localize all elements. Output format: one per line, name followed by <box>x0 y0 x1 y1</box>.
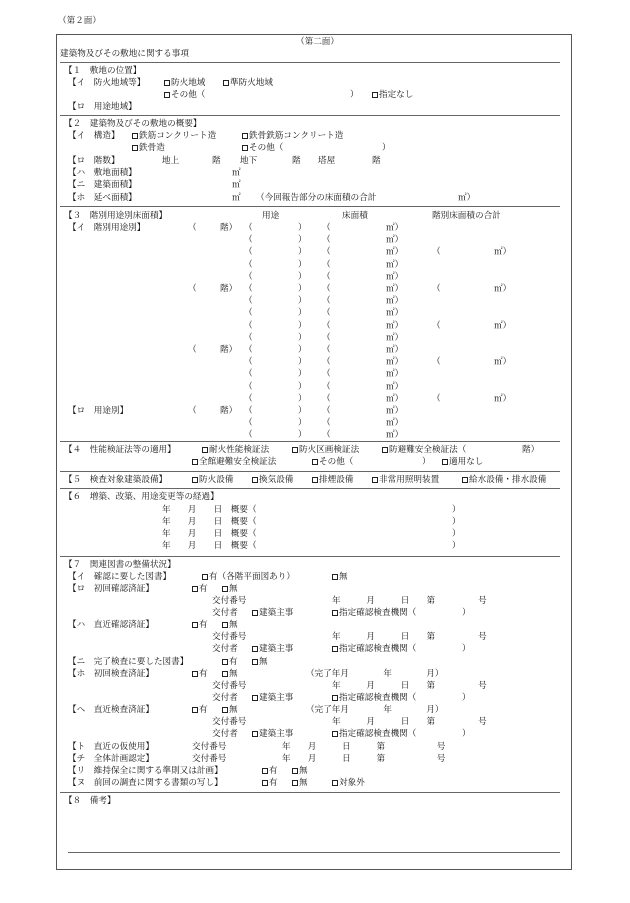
s7-issuer-label: 交付者 <box>212 729 238 739</box>
s3-area-unit: ㎡） <box>386 271 404 282</box>
checkbox[interactable] <box>222 622 228 628</box>
s7-completion-docs-label: 【ニ 完了検査に要した図書】 <box>68 657 189 667</box>
s7-previous-survey-label: 【ヌ 前回の調査に関する書類の写し】 <box>68 778 223 788</box>
checkbox[interactable] <box>192 586 198 592</box>
s1-other-close: ） <box>350 90 359 100</box>
s3-use-open: （ <box>244 393 253 404</box>
s3-area-open: （ <box>322 284 331 294</box>
s3-col-total: 階別床面積の合計 <box>432 211 501 221</box>
checkbox[interactable] <box>442 459 448 465</box>
s3-area-open: （ <box>322 223 331 233</box>
s3-floor-open: （ <box>188 223 197 233</box>
s3-use-open: （ <box>244 235 253 246</box>
s7-official-option[interactable]: 建築主事 <box>252 694 293 703</box>
s4-fire-compartment-option[interactable]: 防火区画検証法 <box>292 446 359 455</box>
s2-report-note-unit: ㎡） <box>458 193 476 203</box>
s3-area-open: （ <box>322 345 331 355</box>
s3-use-close: ） <box>298 345 307 355</box>
s1-use-zone-label: 【ロ 用途地域】 <box>68 102 137 112</box>
s3-area-unit: ㎡） <box>386 406 404 416</box>
s7-official-option[interactable]: 建築主事 <box>252 609 293 618</box>
s2-steel-option[interactable]: 鉄骨造 <box>132 144 165 153</box>
section-1-title: 【１ 敷地の位置】 <box>64 66 142 76</box>
checkbox[interactable] <box>164 80 170 86</box>
s3-floor-open: （ <box>188 284 197 294</box>
s3-total-unit: ㎡） <box>494 357 512 368</box>
s7-temporary-use-label: 【ト 直近の仮使用】 <box>68 742 154 752</box>
s3-use-close: ） <box>298 393 307 404</box>
s7-issue-number-label: 交付番号 <box>192 742 227 752</box>
s7-yes[interactable]: 有 <box>192 670 208 679</box>
s3-area-unit: ㎡） <box>386 430 404 441</box>
remarks-line <box>68 852 560 853</box>
s3-use-open: （ <box>244 406 253 416</box>
s3-area-unit: ㎡） <box>386 308 404 319</box>
s5-ventilation-option[interactable]: 換気設備 <box>252 476 293 485</box>
s3-area-open: （ <box>322 247 331 258</box>
s3-total-unit: ㎡） <box>494 247 512 258</box>
divider <box>60 206 560 207</box>
s3-total-unit: ㎡） <box>494 393 512 404</box>
s3-area-open: （ <box>322 259 331 270</box>
s3-use-open: （ <box>244 284 253 294</box>
s3-use-open: （ <box>244 271 253 282</box>
s3-area-open: （ <box>322 308 331 319</box>
s7-confirm-docs-label: 【イ 確認に要した図書】 <box>68 572 172 582</box>
s4-evacuation-close: 階） <box>522 445 540 455</box>
divider <box>60 62 560 63</box>
s3-floor-close: 階） <box>220 223 238 233</box>
s3-total-open: （ <box>432 247 441 258</box>
checkbox[interactable] <box>222 659 228 665</box>
s3-floor-close: 階） <box>220 406 238 416</box>
checkbox[interactable] <box>192 707 198 713</box>
s3-use-close: ） <box>298 369 307 380</box>
s6-history-row: 年 月 日 概要（ <box>162 529 257 539</box>
s3-use-open: （ <box>244 430 253 441</box>
checkbox[interactable] <box>292 447 298 453</box>
s3-use-open: （ <box>244 345 253 355</box>
s3-area-open: （ <box>322 418 331 429</box>
checkbox[interactable] <box>262 780 268 786</box>
s3-use-close: ） <box>298 406 307 416</box>
s7-latest-inspection-label: 【ヘ 直近検査済証】 <box>68 705 154 715</box>
s7-date-number: 年 月 日 第 号 <box>332 717 487 727</box>
checkbox[interactable] <box>292 768 298 774</box>
s7-yes[interactable]: 有 <box>192 706 208 715</box>
checkbox[interactable] <box>252 646 258 652</box>
checkbox[interactable] <box>312 459 318 465</box>
s3-use-close: ） <box>298 430 307 441</box>
s3-area-unit: ㎡） <box>386 418 404 429</box>
s3-use-close: ） <box>298 418 307 429</box>
s7-no[interactable]: 無 <box>222 621 238 630</box>
s3-floor-open: （ <box>188 345 197 355</box>
s3-area-open: （ <box>322 235 331 246</box>
checkbox[interactable] <box>222 586 228 592</box>
s3-area-unit: ㎡） <box>386 296 404 307</box>
s1-other-option[interactable]: その他（ <box>164 91 205 100</box>
s3-total-open: （ <box>432 320 441 331</box>
s3-area-unit: ㎡） <box>386 381 404 392</box>
s3-use-close: ） <box>298 247 307 258</box>
s3-area-open: （ <box>322 406 331 416</box>
checkbox[interactable] <box>222 707 228 713</box>
s3-area-unit: ㎡） <box>386 235 404 246</box>
s6-history-close: ） <box>452 517 461 527</box>
s3-area-unit: ㎡） <box>386 320 404 331</box>
s3-floor-close: 階） <box>220 345 238 355</box>
s5-fire-equipment-option[interactable]: 防火設備 <box>192 476 233 485</box>
s3-by-floor-label: 【イ 階別用途別】 <box>68 223 146 233</box>
divider <box>60 556 560 557</box>
checkbox[interactable] <box>292 780 298 786</box>
s7-issuer-label: 交付者 <box>212 608 238 618</box>
s3-use-open: （ <box>244 332 253 343</box>
s3-area-open: （ <box>322 381 331 392</box>
s6-history-close: ） <box>452 505 461 515</box>
checkbox[interactable] <box>372 477 378 483</box>
checkbox[interactable] <box>132 133 138 139</box>
s3-use-close: ） <box>298 259 307 270</box>
s2-unit: ㎡ <box>232 180 241 190</box>
s3-col-area: 床面積 <box>342 211 368 221</box>
s6-history-close: ） <box>452 541 461 551</box>
s7-issue-number-label: 交付番号 <box>212 717 247 727</box>
s2-other-option[interactable]: その他（ <box>242 144 283 153</box>
s2-floor-unit: 階 <box>292 156 301 166</box>
s3-total-unit: ㎡） <box>494 320 512 331</box>
s2-unit: ㎡ <box>232 168 241 178</box>
s3-by-use-label: 【ロ 用途別】 <box>68 406 129 416</box>
s3-area-unit: ㎡） <box>386 345 404 355</box>
s3-use-close: ） <box>298 308 307 319</box>
checkbox[interactable] <box>192 477 198 483</box>
s3-use-open: （ <box>244 223 253 233</box>
s3-area-open: （ <box>322 332 331 343</box>
s3-use-open: （ <box>244 369 253 380</box>
s2-building-area-label: 【ニ 建築面積】 <box>68 180 137 190</box>
s3-total-open: （ <box>432 357 441 368</box>
section-8-title: 【８ 備考】 <box>64 796 116 806</box>
s7-date-number: 年 月 日 第 号 <box>282 754 446 764</box>
section-2-title: 【２ 建築物及びその敷地の概要】 <box>64 119 202 129</box>
s4-evacuation-option[interactable]: 防避難安全検証法（ <box>382 446 466 455</box>
s7-no[interactable]: 無 <box>222 706 238 715</box>
checkbox[interactable] <box>223 80 229 86</box>
s3-area-open: （ <box>322 357 331 368</box>
s7-no[interactable]: 無 <box>222 670 238 679</box>
checkbox[interactable] <box>332 610 338 616</box>
s3-area-unit: ㎡） <box>386 369 404 380</box>
s5-smoke-exhaust-option[interactable]: 排煙設備 <box>312 476 353 485</box>
s7-completion-date: （完了年月 年 月） <box>306 669 444 679</box>
checkbox[interactable] <box>252 731 258 737</box>
s3-area-open: （ <box>322 320 331 331</box>
s3-area-unit: ㎡） <box>386 259 404 270</box>
divider <box>60 792 560 793</box>
s3-use-close: ） <box>298 284 307 294</box>
s7-no[interactable]: 無 <box>292 779 308 788</box>
s6-history-row: 年 月 日 概要（ <box>162 517 257 527</box>
s3-total-unit: ㎡） <box>494 284 512 294</box>
s7-not-applicable[interactable]: 対象外 <box>332 779 365 788</box>
s7-yes[interactable]: 有 <box>192 621 208 630</box>
s7-no[interactable]: 無 <box>252 658 268 667</box>
checkbox[interactable] <box>192 622 198 628</box>
s3-use-open: （ <box>244 418 253 429</box>
s3-use-open: （ <box>244 357 253 368</box>
s3-area-unit: ㎡） <box>386 332 404 343</box>
checkbox[interactable] <box>252 695 258 701</box>
s7-no[interactable]: 無 <box>292 767 308 776</box>
divider <box>60 115 560 116</box>
s7-official-option[interactable]: 建築主事 <box>252 730 293 739</box>
s7-no[interactable]: 無 <box>222 585 238 594</box>
s2-src-option[interactable]: 鉄骨鉄筋コンクリート造 <box>242 132 343 141</box>
s3-use-open: （ <box>244 320 253 331</box>
s4-other-option[interactable]: その他（ <box>312 458 353 467</box>
s1-fire-zone-option[interactable]: 防火地域 <box>164 79 205 88</box>
s7-issue-number-label: 交付番号 <box>212 681 247 691</box>
s7-overall-plan-label: 【チ 全体計画認定】 <box>68 754 154 764</box>
s1-fire-zone-label: 【イ 防火地域等】 <box>68 78 146 88</box>
s2-rc-option[interactable]: 鉄筋コンクリート造 <box>132 132 216 141</box>
s7-designated-option[interactable]: 指定確認検査機関（ <box>332 645 416 654</box>
s3-total-open: （ <box>432 284 441 294</box>
checkbox[interactable] <box>462 477 468 483</box>
checkbox[interactable] <box>202 574 208 580</box>
s2-total-area-label: 【ホ 延べ面積】 <box>68 193 137 203</box>
s7-designated-close: ） <box>462 693 471 703</box>
s2-above-label: 地上 <box>162 156 180 166</box>
s3-area-unit: ㎡） <box>386 223 404 233</box>
s3-area-open: （ <box>322 271 331 282</box>
s7-issue-number-label: 交付番号 <box>192 754 227 764</box>
s3-area-open: （ <box>322 296 331 307</box>
section-6-title: 【６ 増築、改築、用途変更等の経過】 <box>64 492 219 502</box>
s5-emergency-light-option[interactable]: 非常用照明装置 <box>372 476 439 485</box>
s3-area-unit: ㎡） <box>386 393 404 404</box>
checkbox[interactable] <box>332 731 338 737</box>
s2-site-area-label: 【ハ 敷地面積】 <box>68 168 137 178</box>
checkbox[interactable] <box>242 133 248 139</box>
s3-area-unit: ㎡） <box>386 247 404 258</box>
s7-yes[interactable]: 有 <box>262 767 278 776</box>
s6-history-row: 年 月 日 概要（ <box>162 541 257 551</box>
s7-date-number: 年 月 日 第 号 <box>332 681 487 691</box>
s3-total-open: （ <box>432 393 441 404</box>
s2-below-label: 地下 <box>240 156 258 166</box>
s3-area-unit: ㎡） <box>386 284 404 294</box>
checkbox[interactable] <box>132 145 138 151</box>
s3-use-close: ） <box>298 271 307 282</box>
s3-use-open: （ <box>244 259 253 270</box>
s2-unit: ㎡ <box>232 193 241 203</box>
divider <box>60 471 560 472</box>
checkbox[interactable] <box>252 610 258 616</box>
s3-use-open: （ <box>244 308 253 319</box>
checkbox[interactable] <box>164 92 170 98</box>
checkbox[interactable] <box>382 447 388 453</box>
divider <box>60 441 560 442</box>
s3-use-close: ） <box>298 223 307 233</box>
checkbox[interactable] <box>372 92 378 98</box>
section-4-title: 【４ 性能検証法等の適用】 <box>64 445 176 455</box>
s3-area-open: （ <box>322 369 331 380</box>
s3-floor-open: （ <box>188 406 197 416</box>
checkbox[interactable] <box>252 659 258 665</box>
s7-designated-close: ） <box>462 729 471 739</box>
s7-date-number: 年 月 日 第 号 <box>332 632 487 642</box>
checkbox[interactable] <box>192 671 198 677</box>
checkbox[interactable] <box>332 574 338 580</box>
s3-area-unit: ㎡） <box>386 357 404 368</box>
s2-structure-label: 【イ 構造】 <box>68 131 120 141</box>
s7-latest-certificate-label: 【ハ 直近確認済証】 <box>68 620 154 630</box>
s7-completion-date: （完了年月 年 月） <box>306 705 444 715</box>
s7-designated-option[interactable]: 指定確認検査機関（ <box>332 609 416 618</box>
page-label: （第２面） <box>58 16 101 26</box>
s7-date-number: 年 月 日 第 号 <box>332 596 487 606</box>
doc-title: 建築物及びその敷地に関する事項 <box>60 49 189 59</box>
s7-yes[interactable]: 有 <box>262 779 278 788</box>
checkbox[interactable] <box>332 780 338 786</box>
s3-use-open: （ <box>244 381 253 392</box>
s3-use-close: ） <box>298 235 307 246</box>
checkbox[interactable] <box>192 459 198 465</box>
s4-full-evacuation-option[interactable]: 全館避難安全検証法 <box>192 458 276 467</box>
s7-issue-number-label: 交付番号 <box>212 632 247 642</box>
checkbox[interactable] <box>332 646 338 652</box>
checkbox[interactable] <box>262 768 268 774</box>
s3-use-open: （ <box>244 296 253 307</box>
s1-semifire-option[interactable]: 準防火地域 <box>223 79 273 88</box>
s3-use-close: ） <box>298 381 307 392</box>
s7-maintenance-plan-label: 【リ 維持保全に関する準則又は計画】 <box>68 766 223 776</box>
s7-designated-close: ） <box>462 644 471 654</box>
s3-floor-close: 階） <box>220 284 238 294</box>
checkbox[interactable] <box>312 477 318 483</box>
checkbox[interactable] <box>202 447 208 453</box>
s2-penthouse-label: 塔屋 <box>318 156 336 166</box>
s3-use-close: ） <box>298 296 307 307</box>
s6-history-close: ） <box>452 529 461 539</box>
s3-use-open: （ <box>244 247 253 258</box>
checkbox[interactable] <box>252 477 258 483</box>
s7-issuer-label: 交付者 <box>212 693 238 703</box>
s3-area-open: （ <box>322 393 331 404</box>
s3-use-close: ） <box>298 320 307 331</box>
s7-confirm-docs-yes[interactable]: 有（各階平面図あり） <box>202 573 295 582</box>
s1-none-option[interactable]: 指定なし <box>372 91 413 100</box>
s7-designated-option[interactable]: 指定確認検査機関（ <box>332 694 416 703</box>
s3-use-close: ） <box>298 332 307 343</box>
s7-official-option[interactable]: 建築主事 <box>252 645 293 654</box>
s4-fire-resist-option[interactable]: 耐火性能検証法 <box>202 446 269 455</box>
s3-area-open: （ <box>322 430 331 441</box>
s2-other-close: ） <box>382 143 391 153</box>
s2-floors-label: 【ロ 階数】 <box>68 156 120 166</box>
s2-report-note: （今回報告部分の床面積の合計 <box>256 193 377 203</box>
s4-other-close: ） <box>422 457 431 467</box>
section-5-title: 【５ 検査対象建築設備】 <box>64 475 168 485</box>
s7-yes[interactable]: 有 <box>222 658 238 667</box>
header-center: （第二面） <box>296 37 339 47</box>
s2-floor-unit: 階 <box>372 156 381 166</box>
s6-history-row: 年 月 日 概要（ <box>162 505 257 515</box>
section-3-title: 【３ 階別用途別床面積】 <box>64 211 168 221</box>
s7-issuer-label: 交付者 <box>212 644 238 654</box>
divider <box>60 488 560 489</box>
s5-water-option[interactable]: 給水設備・排水設備 <box>462 476 546 485</box>
s4-not-applied-option[interactable]: 適用なし <box>442 458 483 467</box>
s7-first-certificate-label: 【ロ 初回確認済証】 <box>68 584 154 594</box>
s3-col-use: 用途 <box>262 211 280 221</box>
s7-designated-option[interactable]: 指定確認検査機関（ <box>332 730 416 739</box>
checkbox[interactable] <box>242 145 248 151</box>
s2-floor-unit: 階 <box>212 156 221 166</box>
s7-first-inspection-label: 【ホ 初回検査済証】 <box>68 669 154 679</box>
s7-date-number: 年 月 日 第 号 <box>282 742 446 752</box>
s7-issue-number-label: 交付番号 <box>212 596 247 606</box>
s3-use-close: ） <box>298 357 307 368</box>
s7-yes[interactable]: 有 <box>192 585 208 594</box>
s7-confirm-docs-no[interactable]: 無 <box>332 573 348 582</box>
section-7-title: 【７ 関連図書の整備状況】 <box>64 560 176 570</box>
s7-designated-close: ） <box>462 608 471 618</box>
checkbox[interactable] <box>332 695 338 701</box>
checkbox[interactable] <box>222 671 228 677</box>
